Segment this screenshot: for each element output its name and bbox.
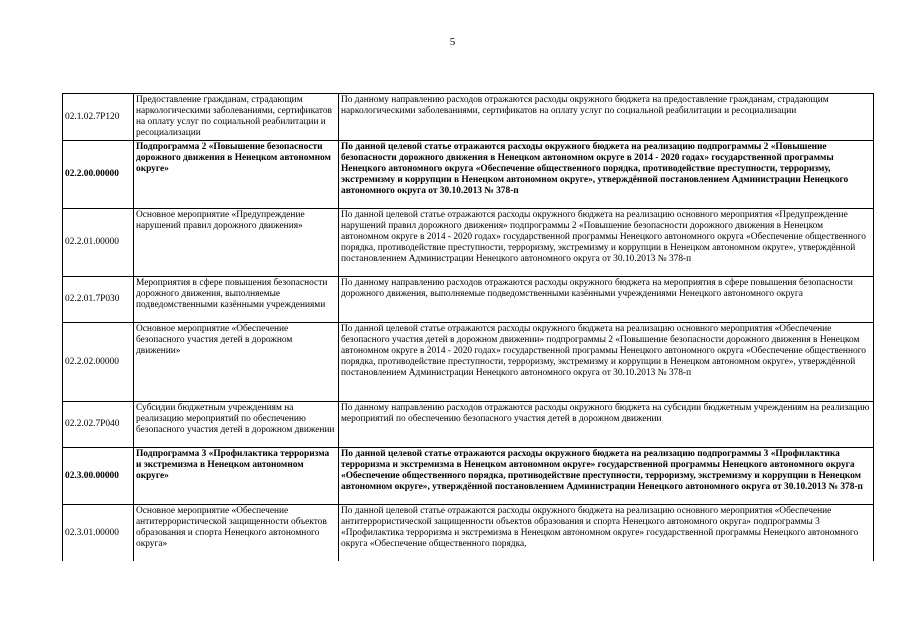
article-description: По данной целевой статье отражаются расходы окружного бюджета на реализацию основного мероприятия «Предупреждение нарушений правил дорожного движения» подпрограммы 2 «Повышение безопасности дорожного движения в Ненецком автономном округе в 2014 - 2020 годах» государственной программы Ненецкого автономного округа «Обеспечение общественного порядка, противодействие преступности, терроризму, экстремизму и коррупции в Ненецком автономном округе», утверждённой постановлением Администрации Ненецкого автономного округа от 30.10.2013 № 378-п xyxy=(339,209,874,277)
budget-classification-table xyxy=(62,93,874,561)
target-article-code: 02.1.02.7Р120 xyxy=(63,94,134,141)
target-article-code: 02.2.02.00000 xyxy=(63,323,134,402)
article-name: Основное мероприятие «Обеспечение антитеррористической защищенности объектов образования и спорта Ненецкого автономного округа» xyxy=(134,505,339,562)
article-name: Предоставление гражданам, страдающим наркологическими заболеваниями, сертификатов на оплату услуг по социальной реабилитации и ресоциализации xyxy=(134,94,339,141)
table-row xyxy=(63,505,874,562)
target-article-code: 02.2.02.7Р040 xyxy=(63,402,134,448)
article-description: По данной целевой статье отражаются расходы окружного бюджета на реализацию подпрограммы 2 «Повышение безопасности дорожного движения в Ненецком автономном округе в 2014 - 2020 годах» государственной программы Ненецкого автономного округа «Обеспечение общественного порядка, противодействие преступности, терроризму, экстремизму и коррупции в Ненецком автономном округе», утверждённой постановлением Администрации Ненецкого автономного округа от 30.10.2013 № 378-п xyxy=(339,141,874,209)
table-row xyxy=(63,277,874,323)
article-name: Основное мероприятие «Обеспечение безопасного участия детей в дорожном движении» xyxy=(134,323,339,402)
article-name: Подпрограмма 2 «Повышение безопасности дорожного движения в Ненецком автономном округе» xyxy=(134,141,339,209)
table-row xyxy=(63,209,874,277)
table-row xyxy=(63,141,874,209)
target-article-code: 02.2.00.00000 xyxy=(63,141,134,209)
page-number: 5 xyxy=(449,36,456,48)
article-name: Мероприятия в сфере повышения безопасности дорожного движения, выполняемые подведомственными казёнными учреждениями xyxy=(134,277,339,323)
article-description: По данному направлению расходов отражаются расходы окружного бюджета на мероприятия в сфере повышения безопасности дорожного движения, выполняемые подведомственными казёнными учреждениями Ненецкого автономного округа xyxy=(339,277,874,323)
table-row xyxy=(63,448,874,505)
table-row xyxy=(63,94,874,141)
article-description: По данной целевой статье отражаются расходы окружного бюджета на реализацию основного мероприятия «Обеспечение безопасного участия детей в дорожном движении» подпрограммы 2 «Повышение безопасности дорожного движения в Ненецком автономном округе в 2014 - 2020 годах» государственной программы Ненецкого автономного округа «Обеспечение общественного порядка, противодействие преступности, терроризму, экстремизму и коррупции в Ненецком автономном округе», утверждённой постановлением Администрации Ненецкого автономного округа от 30.10.2013 № 378-п xyxy=(339,323,874,402)
table-row xyxy=(63,323,874,402)
article-description: По данному направлению расходов отражаются расходы окружного бюджета на предоставление гражданам, страдающим наркологическими заболеваниями, сертификатов на оплату услуг по социальной реабилитации и ресоциализации xyxy=(339,94,874,141)
article-name: Субсидии бюджетным учреждениям на реализацию мероприятий по обеспечению безопасного участия детей в дорожном движении xyxy=(134,402,339,448)
target-article-code: 02.3.01.00000 xyxy=(63,505,134,562)
article-name: Основное мероприятие «Предупреждение нарушений правил дорожного движения» xyxy=(134,209,339,277)
target-article-code: 02.3.00.00000 xyxy=(63,448,134,505)
table-row xyxy=(63,402,874,448)
article-description: По данному направлению расходов отражаются расходы окружного бюджета на субсидии бюджетным учреждениям на реализацию мероприятий по обеспечению безопасного участия детей в дорожном движении xyxy=(339,402,874,448)
target-article-code: 02.2.01.00000 xyxy=(63,209,134,277)
article-name: Подпрограмма 3 «Профилактика терроризма и экстремизма в Ненецком автономном округе» xyxy=(134,448,339,505)
article-description: По данной целевой статье отражаются расходы окружного бюджета на реализацию основного мероприятия «Обеспечение антитеррористической защищенности объектов образования и спорта Ненецкого автономного округа» подпрограммы 3 «Профилактика терроризма и экстремизма в Ненецком автономном округе» государственной программы Ненецкого автономного округа «Обеспечение общественного порядка, xyxy=(339,505,874,562)
article-description: По данной целевой статье отражаются расходы окружного бюджета на реализацию подпрограммы 3 «Профилактика терроризма и экстремизма в Ненецком автономном округе» государственной программы Ненецкого автономного округа «Обеспечение общественного порядка, противодействие преступности, терроризму, экстремизму и коррупции в Ненецком автономном округе», утверждённой постановлением Администрации Ненецкого автономного округа от 30.10.2013 № 378-п xyxy=(339,448,874,505)
target-article-code: 02.2.01.7Р030 xyxy=(63,277,134,323)
